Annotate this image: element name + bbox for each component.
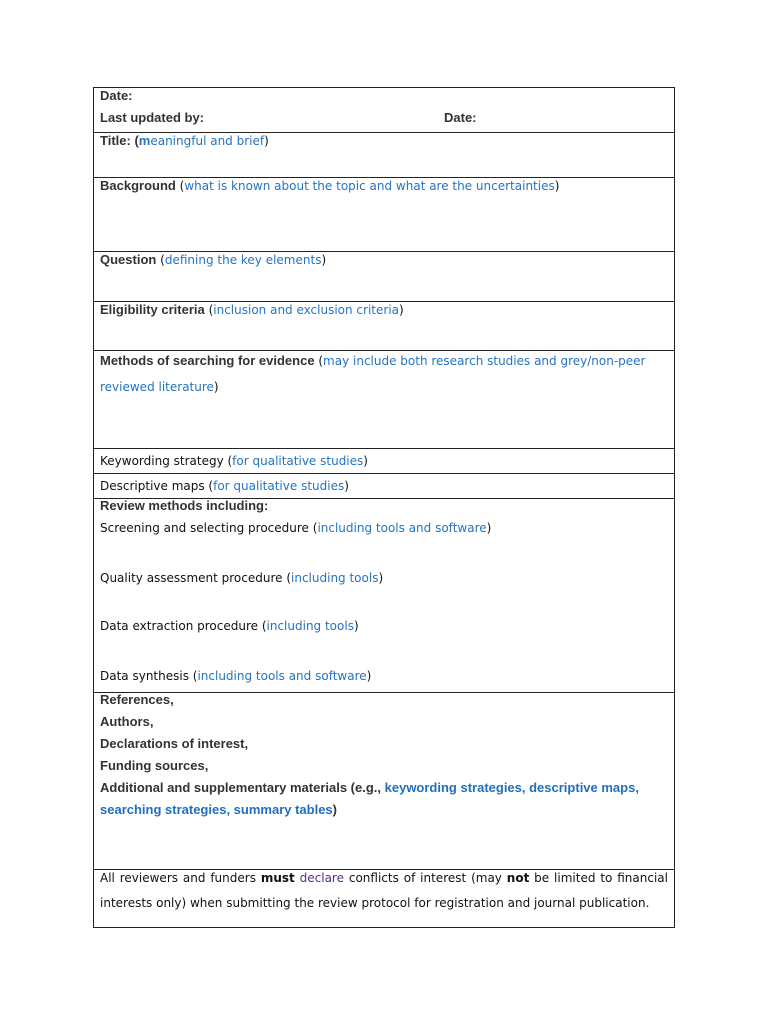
review-methods-row	[94, 499, 674, 693]
background-label: Background	[100, 178, 176, 193]
date-label: Date:	[100, 88, 133, 103]
references-label: References,	[100, 692, 174, 707]
eligibility-label: Eligibility criteria	[100, 302, 205, 317]
background-hint: what is known about the topic and what are the uncertainties	[184, 179, 555, 193]
quality-hint: including tools	[291, 571, 379, 585]
additional-line-2: searching strategies, summary tables)	[100, 802, 338, 817]
screening-hint: including tools and software	[317, 521, 487, 535]
last-updated-label: Last updated by:	[100, 110, 205, 125]
descriptive-line: Descriptive maps (for qualitative studies)	[100, 479, 349, 493]
title-hint: eaningful and brief	[150, 134, 265, 148]
background-line: Background (what is known about the topic and what are the uncertainties)	[100, 178, 560, 193]
question-hint: defining the key elements	[164, 253, 322, 267]
eligibility-hint: inclusion and exclusion criteria	[213, 303, 400, 317]
additional-hint-1: keywording strategies, descriptive maps,	[384, 780, 639, 795]
screening-line: Screening and selecting procedure (including tools and software)	[100, 521, 492, 535]
methods-hint-2: reviewed literature	[100, 380, 214, 394]
title-hint-first: m	[138, 133, 151, 148]
keywording-row	[94, 449, 674, 474]
references-row	[94, 693, 674, 870]
extraction-hint: including tools	[266, 619, 354, 633]
title-close: )	[264, 134, 269, 148]
eligibility-line: Eligibility criteria (inclusion and exclusion criteria)	[100, 302, 404, 317]
date2-label: Date:	[444, 110, 477, 125]
additional-hint-2: searching strategies, summary tables	[100, 802, 333, 817]
declare-word: declare	[299, 871, 344, 885]
background-row	[94, 178, 674, 252]
title-row	[94, 133, 674, 178]
keywording-label: Keywording strategy (	[100, 454, 233, 468]
protocol-form	[93, 87, 675, 928]
keywording-hint: for qualitative studies	[232, 454, 364, 468]
synthesis-line: Data synthesis (including tools and software)	[100, 669, 372, 683]
additional-line-1: Additional and supplementary materials (e.g., keywording strategies, descriptive maps,	[100, 780, 639, 795]
methods-text: Methods of searching for evidence (may include both research studies and grey/non-peer reviewed literature)	[100, 353, 646, 394]
footer-note: All reviewers and funders must declare conflicts of interest (may not be limited to financial interests only) when submitting the review protocol for registration and journal publication.	[100, 871, 668, 910]
synthesis-hint: including tools and software	[197, 669, 367, 683]
header-row	[94, 88, 674, 133]
title-open: (	[130, 133, 139, 148]
eligibility-row	[94, 302, 674, 351]
footer-note-row	[94, 870, 674, 927]
descriptive-hint: for qualitative studies	[213, 479, 345, 493]
title-label: Title:	[100, 133, 131, 148]
methods-label: Methods of searching for evidence	[100, 353, 315, 368]
review-methods-heading: Review methods including:	[100, 498, 269, 513]
extraction-line: Data extraction procedure (including tools)	[100, 619, 359, 633]
question-label: Question	[100, 252, 157, 267]
keywording-line: Keywording strategy (for qualitative studies)	[100, 454, 368, 468]
methods-row	[94, 351, 674, 449]
must-word: must	[260, 871, 295, 885]
not-word: not	[506, 871, 530, 885]
funding-label: Funding sources,	[100, 758, 209, 773]
quality-line: Quality assessment procedure (including tools)	[100, 571, 384, 585]
descriptive-label: Descriptive maps (	[100, 479, 214, 493]
title-line	[100, 130, 668, 152]
declarations-label: Declarations of interest,	[100, 736, 249, 751]
question-line: Question (defining the key elements)	[100, 252, 327, 267]
question-row	[94, 252, 674, 302]
methods-hint-1: may include both research studies and grey/non-peer	[323, 354, 646, 368]
authors-label: Authors,	[100, 714, 154, 729]
